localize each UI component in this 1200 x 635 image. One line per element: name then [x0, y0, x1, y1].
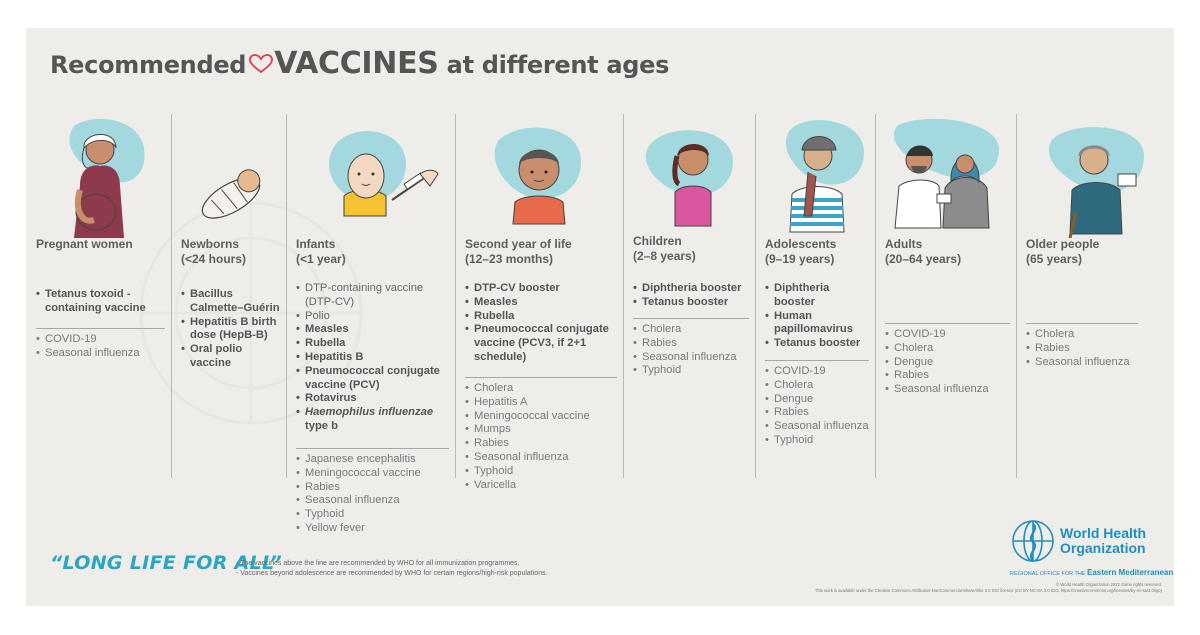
- column-infants: [286, 106, 455, 534]
- heart-icon: [249, 52, 273, 80]
- age-group-heading: Adolescents (9–19 years): [765, 237, 837, 266]
- divider-line: [633, 318, 749, 319]
- column-adolescents: [755, 106, 875, 480]
- column-children: [623, 106, 755, 480]
- column-pregnant-women: [26, 106, 171, 480]
- vaccine-item: • Bacillus Calmette–Guérin: [181, 288, 280, 316]
- vaccine-item: • Seasonal influenza: [1026, 356, 1168, 370]
- adults-illustration: [875, 116, 1016, 238]
- divider-line: [36, 328, 165, 329]
- page-title: [50, 46, 669, 81]
- vaccine-item: • Dengue: [885, 356, 1010, 370]
- vaccine-item: • Cholera: [633, 323, 749, 337]
- toddler-illustration: [455, 116, 623, 238]
- column-adults: [875, 106, 1016, 480]
- other-vaccines: [633, 306, 749, 378]
- age-group-heading: Children (2–8 years): [633, 234, 696, 263]
- vaccine-item: • Yellow fever: [296, 522, 449, 536]
- vaccine-item: • Pneumococcal conjugate vaccine (PCV3, if 2+1 schedule): [465, 323, 617, 364]
- vaccine-item: • Rabies: [296, 481, 449, 495]
- vaccine-item: • Cholera: [885, 342, 1010, 356]
- who-logo: [1010, 518, 1174, 578]
- age-group-heading: Newborns (<24 hours): [181, 237, 247, 266]
- other-vaccines: [1026, 311, 1168, 369]
- other-vaccines: [765, 348, 869, 448]
- divider-line: [465, 377, 617, 378]
- vaccine-item: • Meningococcal vaccine: [296, 467, 449, 481]
- vaccine-item: • Typhoid: [765, 434, 869, 448]
- vaccine-item: • Tetanus booster: [765, 337, 869, 351]
- vaccine-item: • Varicella: [465, 479, 617, 493]
- vaccine-item: • Cholera: [1026, 328, 1168, 342]
- older-person-illustration: [1016, 116, 1174, 238]
- vaccine-item: • Dengue: [765, 393, 869, 407]
- vaccine-item: • DTP-CV booster: [465, 282, 617, 296]
- who-name: World Health Organization: [1060, 525, 1147, 556]
- footnote: - Vaccines beyond adolescence are recommended by WHO for certain regions/high-risk populations.: [236, 569, 548, 577]
- vaccine-item: • Rotavirus: [296, 392, 449, 406]
- age-group-heading: Infants (<1 year): [296, 237, 346, 266]
- vaccine-item: • Rubella: [465, 310, 617, 324]
- other-vaccines: [885, 311, 1010, 397]
- infographic-card: [26, 28, 1174, 606]
- age-group-heading: Pregnant women: [36, 237, 133, 251]
- who-regional-office: REGIONAL OFFICE FOR THE Eastern Mediterranean: [1010, 568, 1174, 577]
- vaccine-item: • Cholera: [465, 382, 617, 396]
- vaccine-item: • Seasonal influenza: [765, 420, 869, 434]
- footnote: - The vaccines above the line are recommended by WHO for all immunization programmes.: [236, 560, 520, 567]
- recommended-vaccines: [465, 282, 617, 365]
- vaccine-item-hib: • Haemophilus influenzae type b: [296, 406, 449, 434]
- vaccine-item: • Typhoid: [633, 364, 749, 378]
- pregnant-woman-illustration: [26, 116, 171, 238]
- vaccine-item: • Seasonal influenza: [885, 383, 1010, 397]
- vaccine-item: • Oral polio vaccine: [181, 343, 280, 371]
- vaccine-item: • Japanese encephalitis: [296, 453, 449, 467]
- recommended-vaccines: [296, 282, 449, 434]
- vaccine-item: • Measles: [465, 296, 617, 310]
- vaccine-item: • Hepatitis B: [296, 351, 449, 365]
- vaccine-item: • Diphtheria booster: [765, 282, 869, 310]
- vaccine-item: • Hepatitis A: [465, 396, 617, 410]
- adolescent-illustration: [755, 116, 875, 238]
- vaccine-item: • Rabies: [465, 437, 617, 451]
- vaccine-item: • COVID-19: [36, 333, 165, 347]
- vaccine-item: • Seasonal influenza: [465, 451, 617, 465]
- vaccine-item: • Mumps: [465, 423, 617, 437]
- copyright-notice: © World Health Organization 2022 Some rights reserved. This work is available under the Creative Commons Attribution-NonCommercial-ShareAlike 3.0 IGO licence (CC BY-NC-SA 3.0 IGO; https://creativecommons.org/licenses/by-nc-sa/3.0/igo): [814, 582, 1162, 593]
- divider-line: [765, 360, 869, 361]
- divider-line: [885, 323, 1010, 324]
- recommended-vaccines: [765, 282, 869, 351]
- vaccine-item: • Rubella: [296, 337, 449, 351]
- newborn-illustration: [171, 116, 286, 238]
- vaccine-item: • Seasonal influenza: [633, 351, 749, 365]
- column-second-year: [455, 106, 623, 491]
- vaccine-item: • Rabies: [885, 369, 1010, 383]
- title-suffix: at different ages: [446, 51, 670, 79]
- age-group-heading: Adults (20–64 years): [885, 237, 962, 266]
- vaccine-item: • Polio: [296, 310, 449, 324]
- recommended-vaccines: [181, 288, 280, 371]
- vaccine-item: • Meningococcal vaccine: [465, 410, 617, 424]
- column-older-people: [1016, 106, 1174, 480]
- age-group-heading: Second year of life (12–23 months): [465, 237, 572, 266]
- vaccine-item: • Tetanus booster: [633, 296, 749, 310]
- who-emblem-icon: [1010, 518, 1056, 564]
- vaccine-item: • Rabies: [1026, 342, 1168, 356]
- other-vaccines: [296, 436, 449, 536]
- vaccine-item: • Typhoid: [465, 465, 617, 479]
- vaccine-item: • Human papillomavirus: [765, 310, 869, 338]
- vaccine-item: • Rabies: [633, 337, 749, 351]
- vaccine-item: • DTP-containing vaccine (DTP-CV): [296, 282, 449, 310]
- footnotes: [236, 559, 548, 578]
- vaccine-item: • COVID-19: [885, 328, 1010, 342]
- vaccine-item: • Tetanus toxoid - containing vaccine: [36, 288, 165, 316]
- vaccine-item: • Cholera: [765, 379, 869, 393]
- age-group-heading: Older people (65 years): [1026, 237, 1100, 266]
- other-vaccines: [36, 316, 165, 361]
- divider-line: [1026, 323, 1138, 324]
- other-vaccines: [465, 365, 617, 492]
- vaccine-item: • Hepatitis B birth dose (HepB-B): [181, 316, 280, 344]
- title-prefix: Recommended: [50, 51, 247, 79]
- vaccine-item: • Seasonal influenza: [36, 347, 165, 361]
- recommended-vaccines: [36, 288, 165, 316]
- divider-line: [296, 448, 449, 449]
- child-illustration: [623, 116, 755, 238]
- title-main: VACCINES: [274, 46, 439, 81]
- vaccine-item: • Rabies: [765, 406, 869, 420]
- column-newborns: [171, 106, 286, 480]
- vaccine-item: • Seasonal influenza: [296, 494, 449, 508]
- vaccine-item: • Measles: [296, 323, 449, 337]
- vaccine-item: • Pneumococcal conjugate vaccine (PCV): [296, 365, 449, 393]
- slogan: “LONG LIFE FOR ALL”: [50, 552, 283, 574]
- vaccine-item: • Diphtheria booster: [633, 282, 749, 296]
- vaccine-item: • Typhoid: [296, 508, 449, 522]
- vaccine-item: • COVID-19: [765, 365, 869, 379]
- infant-vaccination-illustration: [286, 116, 455, 238]
